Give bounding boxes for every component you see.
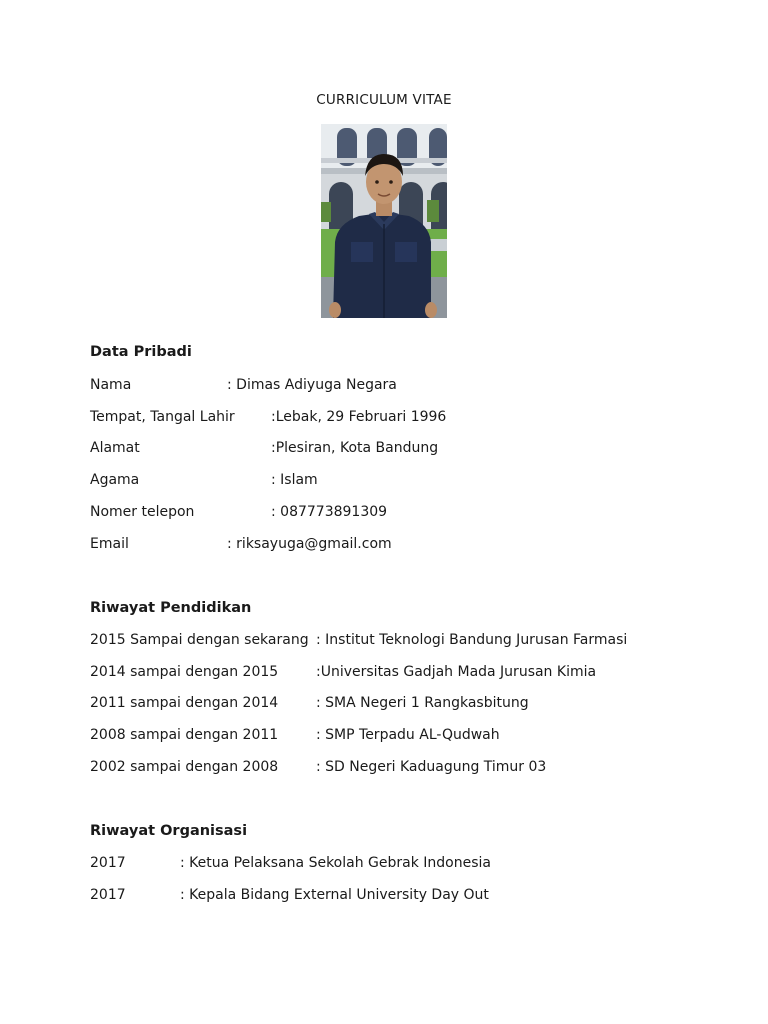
row-label: 2017 <box>90 855 126 871</box>
row-value: : SD Negeri Kaduagung Timur 03 <box>316 759 547 775</box>
row-label: 2017 <box>90 887 126 903</box>
section-heading-organization: Riwayat Organisasi <box>90 823 248 839</box>
row-value: : Dimas Adiyuga Negara <box>227 377 397 393</box>
row-value: : 087773891309 <box>271 504 388 520</box>
row-label: Nomer telepon <box>90 504 195 520</box>
row-label: Email <box>90 536 129 552</box>
row-label: 2008 sampai dengan 2011 <box>90 727 279 743</box>
row-value: :Lebak, 29 Februari 1996 <box>271 409 447 425</box>
row-value: :Plesiran, Kota Bandung <box>271 440 439 456</box>
row-value: : Ketua Pelaksana Sekolah Gebrak Indonesia <box>180 855 491 871</box>
section-heading-education: Riwayat Pendidikan <box>90 600 252 616</box>
row-label: 2011 sampai dengan 2014 <box>90 695 279 711</box>
row-value: : Kepala Bidang External University Day Out <box>180 887 489 903</box>
row-value: :Universitas Gadjah Mada Jurusan Kimia <box>316 664 597 680</box>
row-value: : riksayuga@gmail.com <box>227 536 392 552</box>
row-value: : Institut Teknologi Bandung Jurusan Farmasi <box>316 632 628 648</box>
row-label: 2015 Sampai dengan sekarang <box>90 632 309 648</box>
row-value: : SMP Terpadu AL-Qudwah <box>316 727 500 743</box>
row-value: : SMA Negeri 1 Rangkasbitung <box>316 695 529 711</box>
row-label: Agama <box>90 472 140 488</box>
person-portrait-icon <box>321 124 447 318</box>
section-heading-personal: Data Pribadi <box>90 344 192 360</box>
row-label: 2014 sampai dengan 2015 <box>90 664 279 680</box>
document-title: CURRICULUM VITAE <box>316 92 452 108</box>
row-label: 2002 sampai dengan 2008 <box>90 759 279 775</box>
row-label: Alamat <box>90 440 140 456</box>
row-label: Nama <box>90 377 132 393</box>
row-value: : Islam <box>271 472 318 488</box>
profile-photo <box>321 124 447 318</box>
row-label: Tempat, Tangal Lahir <box>90 409 235 425</box>
